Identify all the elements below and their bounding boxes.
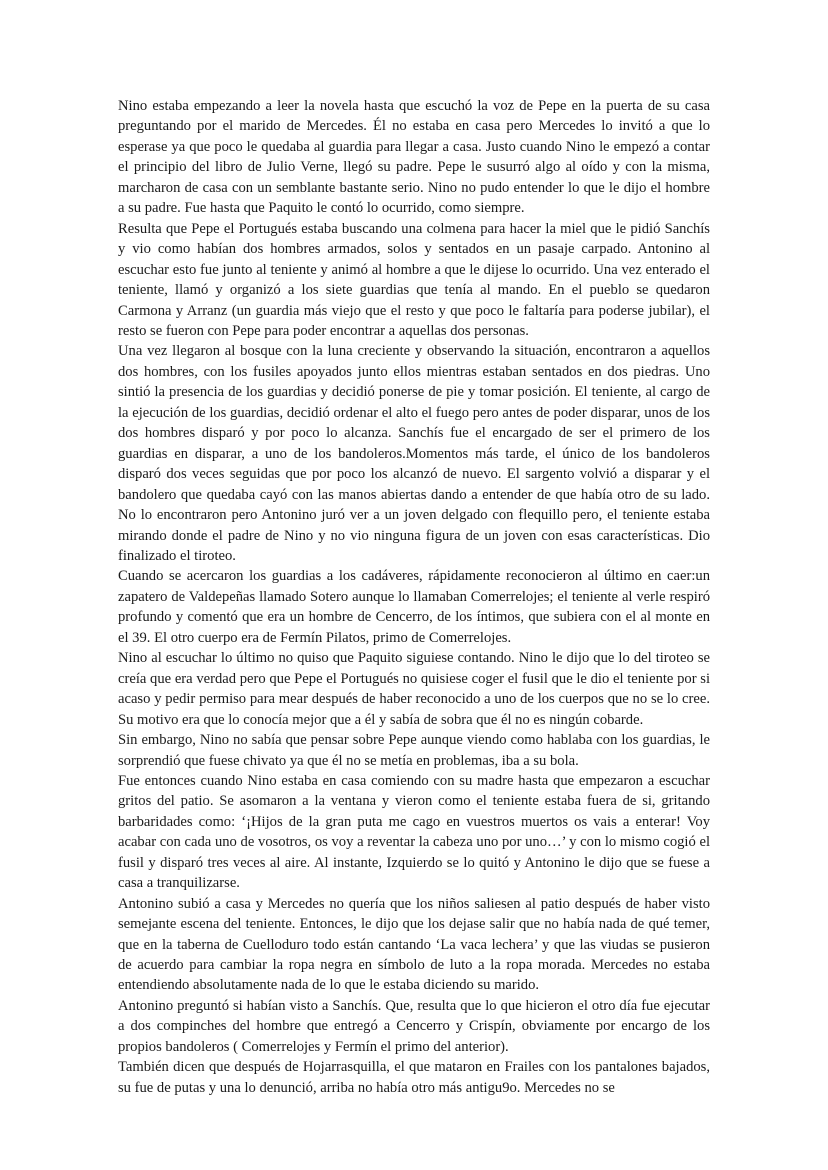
- paragraph: Resulta que Pepe el Portugués estaba buscando una colmena para hacer la miel que le pidió Sanchís y vio como habían dos hombres armados, solos y sentados en un pasaje carpado. Antonino al escuchar esto fue junto al teniente y animó al hombre a que le dijese lo ocurrido. Una vez enterado el teniente, llamó y organizó a los siete guardias que tenía al mando. En el pueblo se quedaron Carmona y Arranz (un guardia más viejo que el resto y que poco le faltaría para poderse jubilar), el resto se fueron con Pepe para poder encontrar a aquellas dos personas.: [118, 220, 710, 339]
- paragraph: También dicen que después de Hojarrasquilla, el que mataron en Frailes con los pantalones bajados, su fue de putas y una lo denunció, arriba no había otro más antigu9o. Mercedes no se: [118, 1059, 710, 1096]
- paragraph: Antonino subió a casa y Mercedes no quería que los niños saliesen al patio después de haber visto semejante escena del teniente. Entonces, le dijo que los dejase salir que no había nada de qué temer, que en la taberna de Cuelloduro todo están cantando ‘La vaca lechera’ y que las viudas se pusieron de acuerdo para cambiar la ropa negra en símbolo de luto a la ropa morada. Mercedes no estaba entendiendo absolutamente nada de lo que le estaba diciendo su marido.: [118, 895, 710, 994]
- paragraph: Una vez llegaron al bosque con la luna creciente y observando la situación, encontraron a aquellos dos hombres, con los fusiles apoyados junto ellos mientras estaban sentados en dos piedras. Uno sintió la presencia de los guardias y decidió ponerse de pie y tomar posición. El teniente, al cargo de la ejecución de los guardias, decidió ordenar el alto el fuego pero antes de poder disparar, unos de los dos hombres disparó y por poco lo alcanza. Sanchís fue el encargado de ser el primero de los guardias en disparar, a uno de los bandoleros.Momentos más tarde, el único de los bandoleros disparó dos veces seguidas que por poco los alcanzó de nuevo. El sargento volvió a disparar y el bandolero que quedaba cayó con las manos abiertas dando a entender de que había otro de su lado. No lo encontraron pero Antonino juró ver a un joven delgado con flequillo pero, el teniente estaba mirando donde el padre de Nino y no vio ninguna figura de un joven con esas características. Dio finalizado el tiroteo.: [118, 343, 710, 564]
- paragraph: Nino estaba empezando a leer la novela hasta que escuchó la voz de Pepe en la puerta de su casa preguntando por el marido de Mercedes. Él no estaba en casa pero Mercedes lo invitó a que lo esperase ya que poco le quedaba al guardia para llegar a casa. Justo cuando Nino le empezó a contar el principio del libro de Julio Verne, llegó su padre. Pepe le susurró algo al oído y con la misma, marcharon de casa con un semblante bastante serio. Nino no pudo entender lo que le dijo el hombre a su padre. Fue hasta que Paquito le contó lo ocurrido, como siempre.: [118, 98, 710, 217]
- document-body: [118, 96, 710, 1098]
- paragraph: Cuando se acercaron los guardias a los cadáveres, rápidamente reconocieron al último en caer:un zapatero de Valdepeñas llamado Sotero aunque lo llamaban Comerrelojes; el teniente al verle respiró profundo y comentó que era un hombre de Cencerro, de los íntimos, que subiera con el al monte en el 39. El otro cuerpo era de Fermín Pilatos, primo de Comerrelojes.: [118, 568, 710, 646]
- paragraph: Nino al escuchar lo último no quiso que Paquito siguiese contando. Nino le dijo que lo del tiroteo se creía que era verdad pero que Pepe el Portugués no quisiese coger el fusil que le dio el teniente por si acaso y pedir permiso para mear después de haber reconocido a uno de los cuerpos que no se lo cree. Su motivo era que lo conocía mejor que a él y sabía de sobra que él no es ningún cobarde.: [118, 650, 710, 728]
- paragraph: Antonino preguntó si habían visto a Sanchís. Que, resulta que lo que hicieron el otro día fue ejecutar a dos compinches del hombre que entregó a Cencerro y Crispín, obviamente por encargo de los propios bandoleros ( Comerrelojes y Fermín el primo del anterior).: [118, 997, 710, 1055]
- paragraph: Fue entonces cuando Nino estaba en casa comiendo con su madre hasta que empezaron a escuchar gritos del patio. Se asomaron a la ventana y vieron como el teniente estaba fuera de si, gritando barbaridades como: ‘¡Hijos de la gran puta me cago en vuestros muertos os vais a enterar! Voy acabar con cada uno de vosotros, os voy a reventar la cabeza uno por uno…’ y con lo mismo cogió el fusil y disparó tres veces al aire. Al instante, Izquierdo se lo quitó y Antonino le dijo que se fuese a casa a tranquilizarse.: [118, 772, 710, 892]
- paragraph: Sin embargo, Nino no sabía que pensar sobre Pepe aunque viendo como hablaba con los guardias, le sorprendió que fuese chivato ya que él no se metía en problemas, iba a su bola.: [118, 732, 710, 769]
